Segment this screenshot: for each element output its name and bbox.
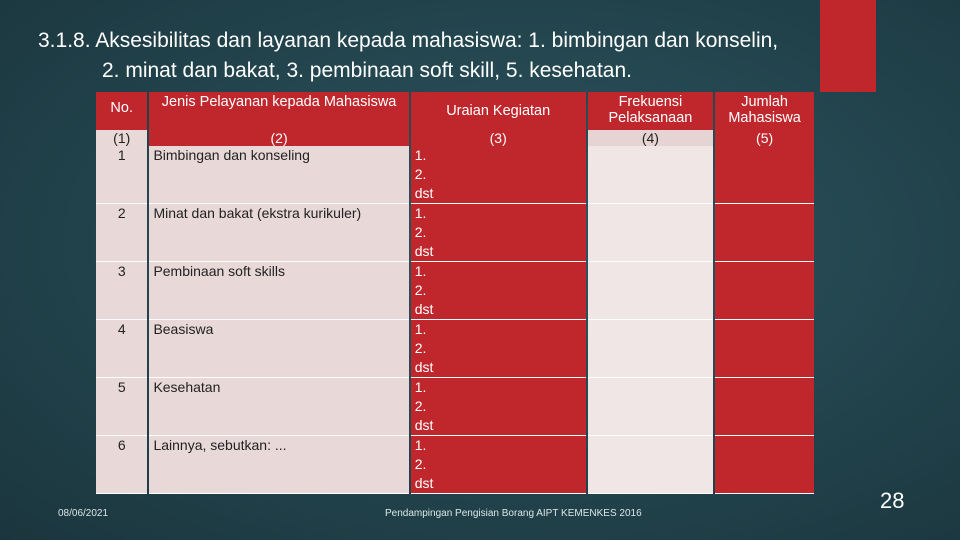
row-frekuensi (588, 204, 714, 262)
uraian-line: 2. (414, 166, 427, 182)
row-jenis: Minat dan bakat (ekstra kurikuler) (149, 204, 408, 262)
row-uraian (411, 436, 586, 494)
table-row (96, 146, 814, 204)
title-line-1: 3.1.8. Aksesibilitas dan layanan kepada mahasiswa: 1. bimbingan dan konselin, (38, 29, 779, 52)
row-no: 5 (96, 378, 147, 436)
row-jenis: Bimbingan dan konseling (149, 146, 408, 204)
uraian-line: 2. (414, 398, 427, 414)
table-row (96, 378, 814, 436)
uraian-line: 1. (414, 321, 427, 337)
row-jumlah (715, 436, 814, 494)
row-jenis: Kesehatan (149, 378, 408, 436)
header-frekuensi: Frekuensi Pelaksanaan (588, 92, 714, 130)
row-jenis: Lainnya, sebutkan: ... (149, 436, 408, 494)
row-jumlah (715, 146, 814, 204)
uraian-line: 1. (414, 379, 427, 395)
row-jumlah (715, 378, 814, 436)
title-line-2: 2. minat dan bakat, 3. pembinaan soft skill, 5. kesehatan. (102, 59, 632, 82)
table-row (96, 262, 814, 320)
row-jumlah (715, 320, 814, 378)
row-frekuensi (588, 378, 714, 436)
header-jumlah: Jumlah Mahasiswa (715, 92, 814, 130)
page-number: 28 (880, 488, 905, 513)
colnum-frekuensi: (4) (588, 130, 714, 146)
table-row (96, 436, 814, 494)
header-no: No. (96, 92, 147, 130)
row-uraian (411, 378, 586, 436)
row-jumlah (715, 204, 814, 262)
row-jenis: Pembinaan soft skills (149, 262, 408, 320)
uraian-line: dst (414, 475, 434, 491)
colnum-jumlah: (5) (715, 130, 814, 146)
row-no: 3 (96, 262, 147, 320)
uraian-line: 1. (414, 263, 427, 279)
header-uraian: Uraian Kegiatan (411, 92, 586, 130)
uraian-line: 2. (414, 282, 427, 298)
uraian-line: 1. (414, 147, 427, 163)
uraian-line: dst (414, 243, 434, 259)
table-row (96, 204, 814, 262)
row-frekuensi (588, 320, 714, 378)
header-row (96, 92, 814, 130)
row-uraian (411, 146, 586, 204)
services-table (94, 92, 816, 494)
row-no: 4 (96, 320, 147, 378)
col-number-row (96, 130, 814, 146)
row-frekuensi (588, 262, 714, 320)
row-jenis: Beasiswa (149, 320, 408, 378)
uraian-line: 2. (414, 224, 427, 240)
colnum-no: (1) (96, 130, 147, 146)
uraian-line: 1. (414, 437, 427, 453)
uraian-line: dst (414, 301, 434, 317)
row-no: 1 (96, 146, 147, 204)
uraian-line: dst (414, 417, 434, 433)
row-frekuensi (588, 436, 714, 494)
row-jumlah (715, 262, 814, 320)
colnum-uraian: (3) (411, 130, 586, 146)
table-row (96, 320, 814, 378)
row-uraian (411, 320, 586, 378)
uraian-line: 2. (414, 456, 427, 472)
uraian-line: 2. (414, 340, 427, 356)
colnum-jenis: (2) (149, 130, 408, 146)
row-frekuensi (588, 146, 714, 204)
uraian-line: dst (414, 185, 434, 201)
slide-title (38, 26, 918, 86)
row-no: 6 (96, 436, 147, 494)
row-uraian (411, 262, 586, 320)
uraian-line: dst (414, 359, 434, 375)
row-no: 2 (96, 204, 147, 262)
table-body (96, 146, 814, 494)
uraian-line: 1. (414, 205, 427, 221)
footer-caption: Pendampingan Pengisian Borang AIPT KEMENKES 2016 (385, 508, 642, 519)
header-jenis: Jenis Pelayanan kepada Mahasiswa (149, 92, 408, 130)
row-uraian (411, 204, 586, 262)
footer-date: 08/06/2021 (58, 508, 109, 519)
